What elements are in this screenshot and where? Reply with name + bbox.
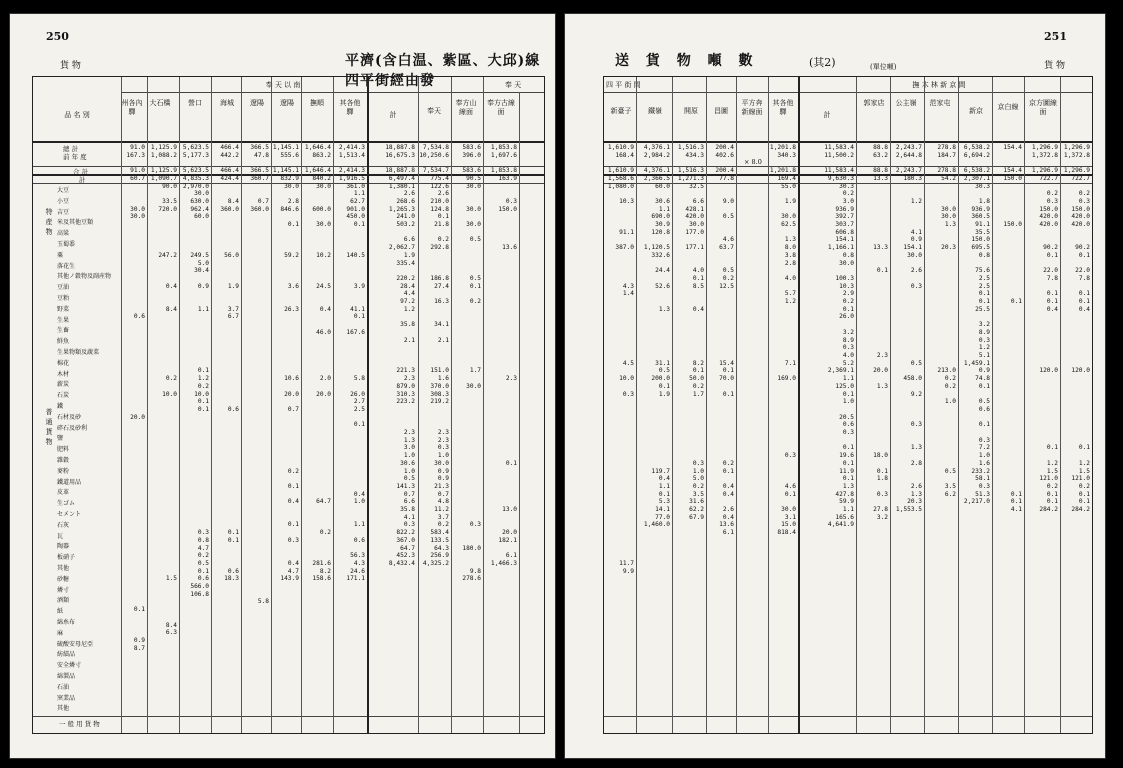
data-column: 1,145.1 555.6 1,145.1 832.9 30.0 2.8 846.6 0.1 59.2 3.6 26.3 10.6 20.0 0.7 0.2 0.1 0.4 0.1 0.3 0.4 4.7 143.9 [272,144,299,583]
data-column: 91.0 167.3 91.0 60.7 30.0 30.0 0.6 20.0 0.1 0.9 8.7 [126,144,145,652]
column-header: 奉方古線面 [487,99,515,116]
data-table [603,76,1093,734]
item-label: 酒類 [57,597,70,605]
item-label: 米及其他豆類 [57,219,94,227]
item-label: 綿製品 [57,673,76,680]
column-header: 京方圖線面 [1029,99,1057,116]
item-label: 石油 [57,683,70,691]
item-label: 豆油 [57,284,70,292]
column-header: 州各內驛 [121,99,143,116]
row-label: 合 計 [73,168,89,176]
column-header: 昌圖 [714,107,728,115]
header-group-label: 撫 木 林 新 京 間 [912,81,966,89]
header-group-label: 四 平 街 間 [606,81,641,89]
column-header: 撫順 [310,99,324,107]
column-header: 新京 [969,107,983,115]
data-column: 366.5 47.8 366.5 360.7 0.7 360.0 5.8 [250,144,269,606]
row-label: 計 [79,176,86,184]
item-label: 其他ノ穀物及副産物 [57,273,112,281]
item-label: 紡績品 [57,651,76,659]
item-label: 碎石及砂利 [57,424,88,432]
item-label: 落花生 [57,262,76,270]
data-column: 1,853.8 1,697.6 1,853.8 163.9 0.3 150.0 13.6 2.3 0.1 13.0 20.0 182.1 6.1 1,466.3 [490,144,517,567]
column-header: 新臺子 [610,107,632,115]
column-header: 京白線 [997,103,1019,111]
item-label: 木材 [57,370,70,378]
item-label: 生果 [57,316,70,324]
item-label: 紙 [57,608,64,616]
item-label: 生ゴム [57,500,76,508]
item-label: 高粱 [57,230,70,238]
data-column: 1,125.9 1,088.2 1,125.9 1,090.7 90.0 33.5 720.0 247.2 0.4 8.4 0.2 10.0 1.5 8.4 6.3 [150,144,177,637]
section-label: 貨 物 [60,61,81,71]
data-column: 11,583.4 11,500.2 11,583.4 9,630.3 30.3 0.2 3.0 936.9 392.7 303.7 606.8 154.1 1,166.1 0.8 30.0 100.3 10.3 2.9 0.2 0.1 26.0 3.2 8.9 0.3 4.0 5.2 2,369.1 1.1 125.0 0.1 1.0 20.5 0.6 0.3 0.1 19.6 0.1 11.9 0.1 1.3 427.8 59.9 1.1 165.6 4,641.9 [824,144,854,529]
data-column: 1,296.9 1,372.8 1,296.9 722.7 0.2 0.3 150.0 420.0 420.0 90.2 0.1 22.0 7.8 0.1 0.1 0.4 120.0 0.1 1.2 1.5 121.0 0.2 0.1 0.1 284.2 [1031,144,1058,514]
page-subtitle: (其2) [809,56,836,69]
column-header: 大石橋 [149,99,171,107]
item-label: 綿糸布 [57,619,76,626]
page-title: 平濟(含白温、紫區、大邱)線四平街經由發 [345,53,541,89]
column-header: 奉方山線面 [455,99,477,116]
row-label: 前 年 度 [63,153,87,161]
item-label: 野菜 [57,305,70,313]
data-column: 583.6 396.0 583.6 90.5 30.0 30.0 30.0 0.5 0.5 0.1 0.2 1.7 30.0 0.3 180.0 9.8 278.6 [462,144,481,583]
item-label: 大豆 [57,187,70,194]
data-table [32,76,545,734]
item-label: 生果物類及蔬菜 [57,349,100,356]
annotation: × 8.0 [744,158,762,166]
data-column: 4,376.1 2,984.2 4,376.1 2,366.5 60.0 30.6 1.1 690.0 30.9 120.8 1,120.5 332.6 24.4 52.6 1.3 31.1 0.5 200.0 0.1 1.9 119.7 0.4 1.1 0.1 5.3 14.1 77.0 1,460.0 [643,144,670,529]
column-header: 計 [389,111,397,119]
data-column: 7,534.8 10,250.6 7,534.7 775.4 122.6 2.6 210.0 124.8 0.1 21.8 0.2 292.8 186.8 27.4 16.3 34.1 2.1 151.0 1.6 370.0 308.3 219.2 2.3 2.3 0.3 1.0 30.0 0.9 0.9 21.3 0.7 4.8 11.2 3.7 0.2 583.4 133.5 64.3 256.9 4,325.2 [419,144,449,567]
item-label: 石材及砂 [57,413,82,421]
page-title: 送 貨 物 噸 數 [615,53,759,69]
data-column: 1,646.4 863.2 1,646.4 840.2 30.0 600.0 30.0 10.2 24.5 0.4 46.0 2.0 20.0 64.7 0.2 281.6 8.2 158.6 [304,144,331,583]
column-header: 范家屯 [929,99,951,107]
column-header: 奉天 [427,107,441,115]
column-header: 遼陽 [280,99,294,107]
data-column: 1,610.9 168.4 1,610.9 1,568.6 1,080.0 10.3 91.1 387.0 4.3 1.4 4.5 10.0 0.3 11.7 9.9 [607,144,634,575]
item-label: 麥粉 [57,467,70,475]
left-page [10,14,555,758]
item-label: 小豆 [57,197,70,205]
item-label: 棉花 [57,359,70,367]
item-label: 麻 [57,629,64,637]
item-label: 鹽 [57,435,64,443]
item-label: 燐寸 [57,586,70,594]
column-header: 其各他驛 [339,99,361,116]
item-label: 薪炭 [57,381,70,389]
item-label: 瓦 [57,532,64,540]
item-label: セメント [57,511,82,518]
data-column: 18,887.8 16,675.3 18,887.8 6,497.4 1,380.1 2.6 268.6 1,265.3 241.0 503.2 6.6 2,062.7 1.9 335.4 220.2 28.4 4.4 97.2 1.2 35.8 2.1 221.3 2.3 879.0 310.3 223.2 2.3 1.3 3.0 1.0 30.6 1.0 0.5 141.3 0.7 6.6 35.8 4.1 0.3 822.2 367.0 64.7 452.3 8,432.4 [385,144,415,567]
item-label: 肥料 [57,446,70,454]
item-label: 鐵道用品 [57,478,82,486]
column-header: 開原 [684,107,698,115]
item-label: 石灰 [57,521,70,529]
right-page [565,14,1105,758]
item-label: 板硝子 [57,554,76,562]
item-label: 鐵 [57,403,64,410]
section-label: 貨 物 [1044,61,1065,71]
footer-label: 一 般 用 貨 物 [59,720,100,728]
column-header: 遼陽 [250,99,264,107]
item-label: 鮮魚 [57,338,70,346]
data-column: 200.4 402.6 200.4 77.8 9.0 0.5 4.6 63.7 0.5 0.2 12.5 15.4 0.1 70.0 0.1 0.2 0.1 0.4 0.4 2.6 0.4 13.6 6.1 [715,144,734,537]
column-header: 品 名 別 [64,111,90,119]
item-label: 玉蜀黍 [57,241,76,248]
data-column: 2,243.7 2,644.8 2,243.7 180.3 1.2 4.1 0.9 154.1 30.0 2.6 0.3 0.5 458.0 9.2 0.3 1.3 2.8 2.6 1.3 20.3 1,553.5 [895,144,922,514]
item-label: 窯業品 [57,694,76,702]
item-label: 砂糖 [57,575,70,583]
item-label: 雜穀 [57,457,70,464]
column-header: 鐵嶺 [648,107,662,115]
item-label: 石炭 [57,392,70,400]
column-header: 海城 [220,99,234,107]
item-label: 粟 [57,251,64,259]
header-group-label: 奉 天 [504,81,522,89]
column-header: 計 [823,111,831,119]
item-label: 陶器 [57,543,70,551]
data-column: 2,414.3 1,513.4 2,414.3 1,916.5 361.0 1.1 62.7 901.0 450.0 0.1 140.5 3.9 41.1 0.1 167.6 5.8 26.0 2.7 2.5 0.1 0.4 1.0 1.1 0.6 56.3 4.3 24.6 171.1 [338,144,365,583]
data-column: 6,538.2 6,694.2 6,538.2 2,307.1 30.3 1.8 936.9 360.5 91.1 35.5 150.0 695.5 0.8 75.6 2.5 2.5 0.1 0.1 25.5 3.2 8.9 0.3 1.2 5.1 1,459.1 0.9 74.8 0.1 0.5 0.6 0.1 0.3 7.2 1.0 1.6 233.2 58.1 0.3 51.3 2,217.0 [963,144,990,506]
item-label: 豆粕 [57,295,70,302]
item-label: 其他 [57,705,70,713]
page-number: 251 [1044,30,1067,43]
item-label: 皮革 [57,489,70,497]
data-column: 154.4 154.4 150.0 150.0 0.1 0.1 0.1 4.1 [1003,144,1022,514]
item-label: 安全燐寸 [57,662,82,670]
unit-label: (單位噸) [870,63,897,71]
data-column: 88.8 63.2 88.8 13.3 13.3 0.1 2.3 20.0 1.3 18.0 0.1 1.8 0.3 27.8 3.2 [873,144,888,521]
column-header: 公主嶺 [895,99,917,107]
data-column: 278.8 184.7 278.8 54.2 30.0 30.0 1.3 20.3 213.0 0.2 0.2 1.0 0.5 3.5 6.2 [937,144,956,498]
data-column [736,144,766,545]
data-column: 1,201.8 340.3 1,201.8 169.4 55.0 1.9 30.0 62.5 1.3 8.0 3.8 2.8 4.0 5.7 1.2 7.1 169.0 0.3 4.6 0.1 30.0 3.1 15.0 818.4 [769,144,796,537]
data-column: 466.4 442.2 466.4 424.4 8.4 360.0 56.0 1.9 3.7 6.7 0.6 0.1 0.1 0.6 18.3 [220,144,239,583]
item-label: 吉豆 [57,208,70,216]
category-label: 特 産 物 [45,208,53,236]
item-label: 硫酸安母尼亞 [57,640,94,648]
column-header: 營口 [188,99,202,107]
data-column: 1,516.3 434.3 1,516.3 1,271.3 32.5 6.6 428.1 420.0 30.0 177.0 177.1 4.0 0.1 8.5 0.4 8.2 0.1 50.0 0.2 1.7 0.3 1.0 5.0 0.2 3.5 31.6 62.2 67.9 [677,144,704,521]
item-label: 其他 [57,565,70,572]
column-header: 郭家店 [863,99,885,107]
category-label: 普 通 貨 物 [45,408,53,446]
row-label: 總 計 [63,145,79,153]
column-header: 其各他驛 [772,99,794,116]
header-group-label: 奉 天 以 南 [265,81,301,89]
item-label: 生畜 [57,327,70,335]
page-number: 250 [46,30,69,43]
data-column: 1,296.9 1,372.8 1,296.9 722.7 0.2 0.3 150.0 420.0 420.0 90.2 0.1 22.0 7.8 0.1 0.1 0.4 120.0 0.1 1.2 1.5 121.0 0.2 0.1 0.1 284.2 [1063,144,1090,514]
data-column: 5,623.5 5,177.3 5,623.5 4,835.3 2,970.0 30.0 630.0 962.4 60.0 249.5 5.0 30.4 0.9 1.1 0.1 1.2 0.2 10.0 0.1 0.1 0.3 0.8 4.7 0.2 0.5 0.1 0.6 566.0 106.8 [182,144,209,598]
column-header: 平方奔新線面 [741,99,763,116]
